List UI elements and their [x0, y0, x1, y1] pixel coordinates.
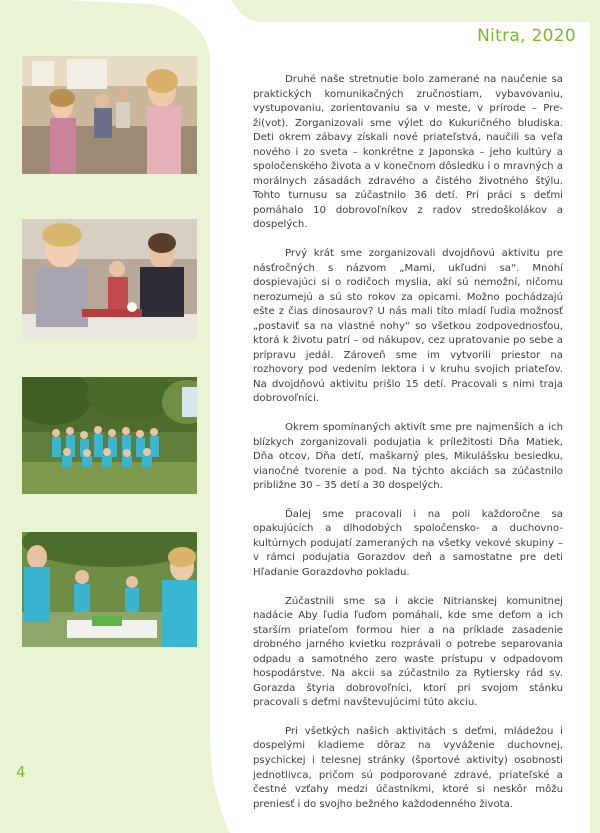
photo-park-group: [22, 377, 197, 494]
article-paragraph: Pri všetkých našich aktivitách s deťmi, mládežou i dospelými kladieme dôraz na vyváženie duchovnej, psychickej i telesnej stránky (športové aktivity) osobnosti jednotlivca, pričom sú podporované zdravé, priateľské a čestné vzťahy medzi účastníkmi, ktoré si neskôr môžu preniesť i do svojho bežného každodenného života.: [253, 725, 563, 810]
article-paragraph: Prvý krát sme zorganizovali dvojdňovú aktivitu pre násťročných s názvom „Mami, ukľudni sa“. Mnohí dospievajúci si o rodičoch myslia, akí sú nemožní, ničomu nerozumejú a sú sto rokov za opicami. Možno pochádzajú ešte z čias dinosaurov? U nás mali títo mladí ľudia možnosť „postaviť sa na vlastné nohy“ so všetkou zodpovednosťou, ktorá k životu patrí – od nákupov, cez upratovanie po sebe a prípravu jedál. Zároveň sme im vytvorili priestor na rozhovory pod vedením lektora i v kruhu svojich priateľov. Na dvojdňovú aktivitu prišlo 15 detí. Pracovali s nimi traja dobrovoľníci.: [253, 248, 563, 405]
photo-crafting-table: [22, 219, 197, 339]
article-paragraph: Okrem spomínaných aktivít sme pre najmenších a ich blízkych zorganizovali podujatia k príležitosti Dňa Matiek, Dňa otcov, Dňa detí, maškarný ples, Mikulášsku besiedku, vianočné tvorenie a pod. Na týchto akciách sa zúčastnilo približne 30 – 35 detí a 30 dospelých.: [253, 422, 563, 492]
article-paragraph: Zúčastnili sme sa i akcie Nitrianskej komunitnej nadácie Aby ľudia ľuďom pomáhali, kde sme deťom a ich starším priateľom formou hier a na príklade zasadenie drobného jarného kvietku rozprávali o potrebe separovania odpadu a samotného zero waste prístupu v odpadovom hospodárstve. Na akcii sa zúčastnilo za Rytiersky rád sv. Gorazda štyria dobrovoľníci, ktorí pri svojom stánku pracovali s deťmi navštevujúcimi túto akciu.: [253, 595, 563, 709]
article-paragraph: Druhé naše stretnutie bolo zamerané na naučenie sa praktických komunikačných zručnostiam, vybavovaniu, vystupovaniu, zorientovaniu sa v meste, v prírode – Pre-ži(vot). Zorganizovali sme výlet do Kukuričného bludiska. Deti okrem zábavy získali nové priateľstvá, naučili sa veľa nového i zo sveta – konkrétne z Japonska – jeho kultúry a spoločenského života a v konečnom dôsledku i o mravných a morálnych zásadách zdravého a čistého životného štýlu. Tohto turnusu sa zúčastnilo 36 detí. Pri práci s deťmi pomáhalo 10 dobrovoľníkov z radov stredoškolákov a dospelých.: [253, 74, 563, 231]
article-paragraph: Ďalej sme pracovali i na poli každoročne sa opakujúcich a dlhodobých spoločensko- a duchovno-kultúrnych podujatí zameraných na všetky vekové skupiny – v rámci podujatia Gorazdov deň a samostatne pre deti Hľadanie Gorazdovho pokladu.: [253, 508, 563, 578]
page-number: 4: [16, 763, 26, 781]
page-title: Nitra, 2020: [477, 26, 576, 46]
photo-workshop-room: [22, 56, 197, 174]
photo-outdoor-activity: [22, 532, 197, 647]
article-body: [253, 73, 563, 826]
